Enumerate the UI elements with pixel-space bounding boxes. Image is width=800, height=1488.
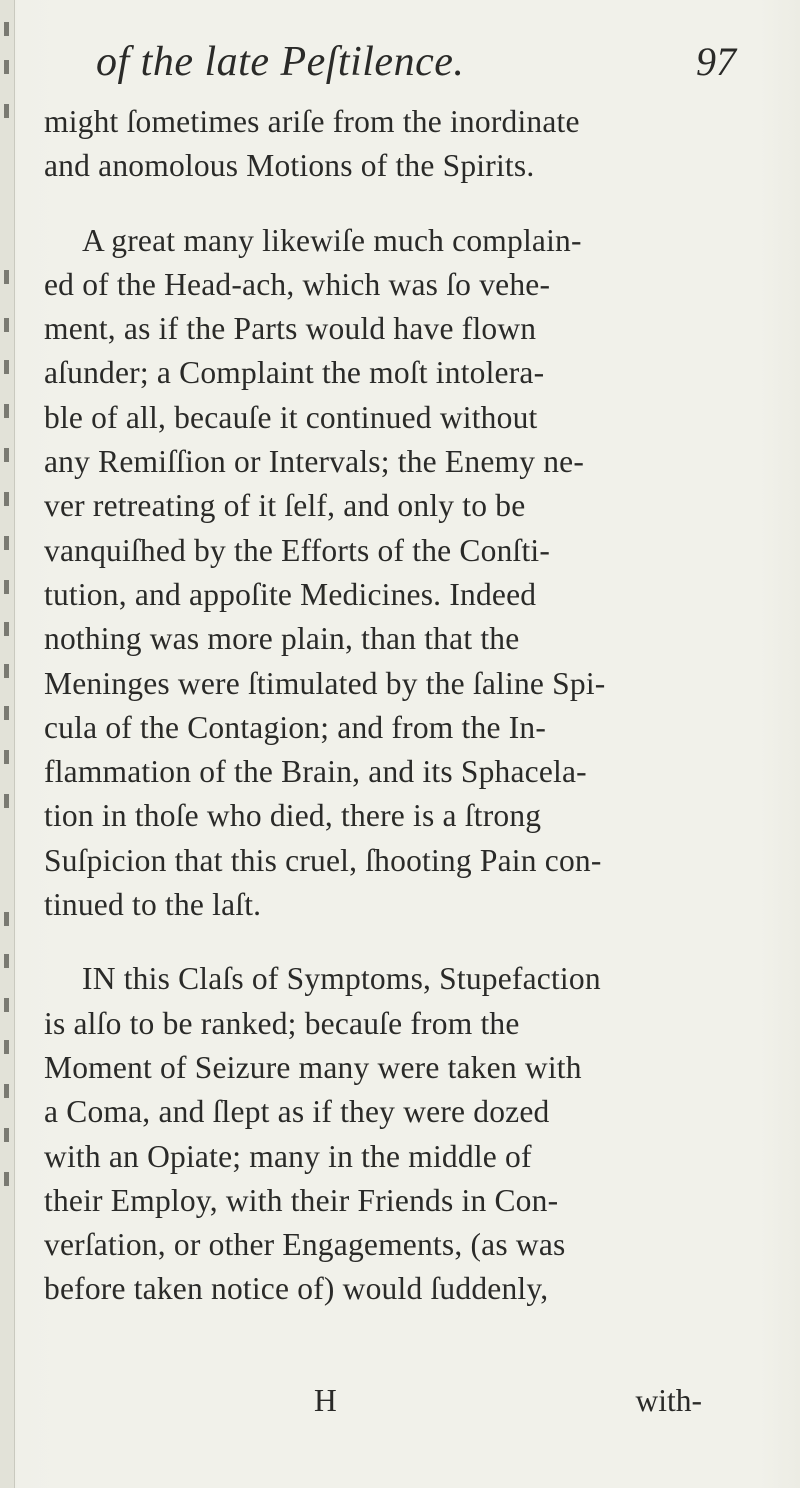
text-line: before taken notice of) would ſuddenly, — [44, 1271, 549, 1307]
running-title: of the late Peſtilence. — [96, 39, 465, 85]
page-header — [96, 38, 736, 98]
text-line: vanquiſhed by the Efforts of the Conſti- — [44, 532, 551, 568]
text-line: is alſo to be ranked; becauſe from the — [44, 1005, 520, 1041]
signature-mark: H — [314, 1383, 337, 1418]
paragraph-2 — [44, 219, 744, 928]
binding-gutter — [0, 0, 15, 1488]
text-line: ver retreating of it ſelf, and only to be — [44, 488, 526, 524]
text-line: Suſpicion that this cruel, ſhooting Pain con- — [44, 842, 602, 878]
text-line: might ſometimes ariſe from the inordinate — [44, 104, 580, 139]
text-line: Moment of Seizure many were taken with — [44, 1049, 582, 1085]
text-line: aſunder; a Complaint the moſt intolera- — [44, 355, 545, 391]
binding-marks — [2, 0, 12, 1488]
text-line: tion in thoſe who died, there is a ſtrong — [44, 798, 542, 834]
text-line: any Remiſſion or Intervals; the Enemy ne- — [44, 444, 585, 480]
body-text — [44, 100, 744, 1312]
text-line: tinued to the laſt. — [44, 887, 262, 923]
catchword: with- — [635, 1383, 702, 1418]
text-line: ment, as if the Parts would have flown — [44, 311, 537, 347]
text-line: and anomolous Motions of the Spirits. — [44, 148, 535, 184]
text-line: tution, and appoſite Medicines. Indeed — [44, 576, 537, 612]
text-line: a Coma, and ſlept as if they were dozed — [44, 1094, 550, 1130]
paragraph-1 — [44, 100, 744, 189]
text-line: with an Opiate; many in the middle of — [44, 1138, 532, 1174]
text-line: ble of all, becauſe it continued without — [44, 399, 538, 435]
text-line: A great many likewiſe much complain- — [82, 222, 582, 258]
text-line: their Employ, with their Friends in Con- — [44, 1182, 559, 1218]
page-number: 97 — [696, 39, 736, 84]
text-line: nothing was more plain, than that the — [44, 621, 520, 657]
text-line: Meninges were ſtimulated by the ſaline Spi- — [44, 665, 606, 701]
page-footer — [44, 1383, 744, 1427]
text-line: flammation of the Brain, and its Sphacela- — [44, 754, 587, 790]
text-line: IN this Claſs of Symptoms, Stupefaction — [82, 961, 601, 997]
text-line: verſation, or other Engagements, (as was — [44, 1227, 566, 1263]
text-line: cula of the Contagion; and from the In- — [44, 709, 547, 745]
paragraph-3 — [44, 957, 744, 1311]
text-line: ed of the Head-ach, which was ſo vehe- — [44, 266, 551, 302]
